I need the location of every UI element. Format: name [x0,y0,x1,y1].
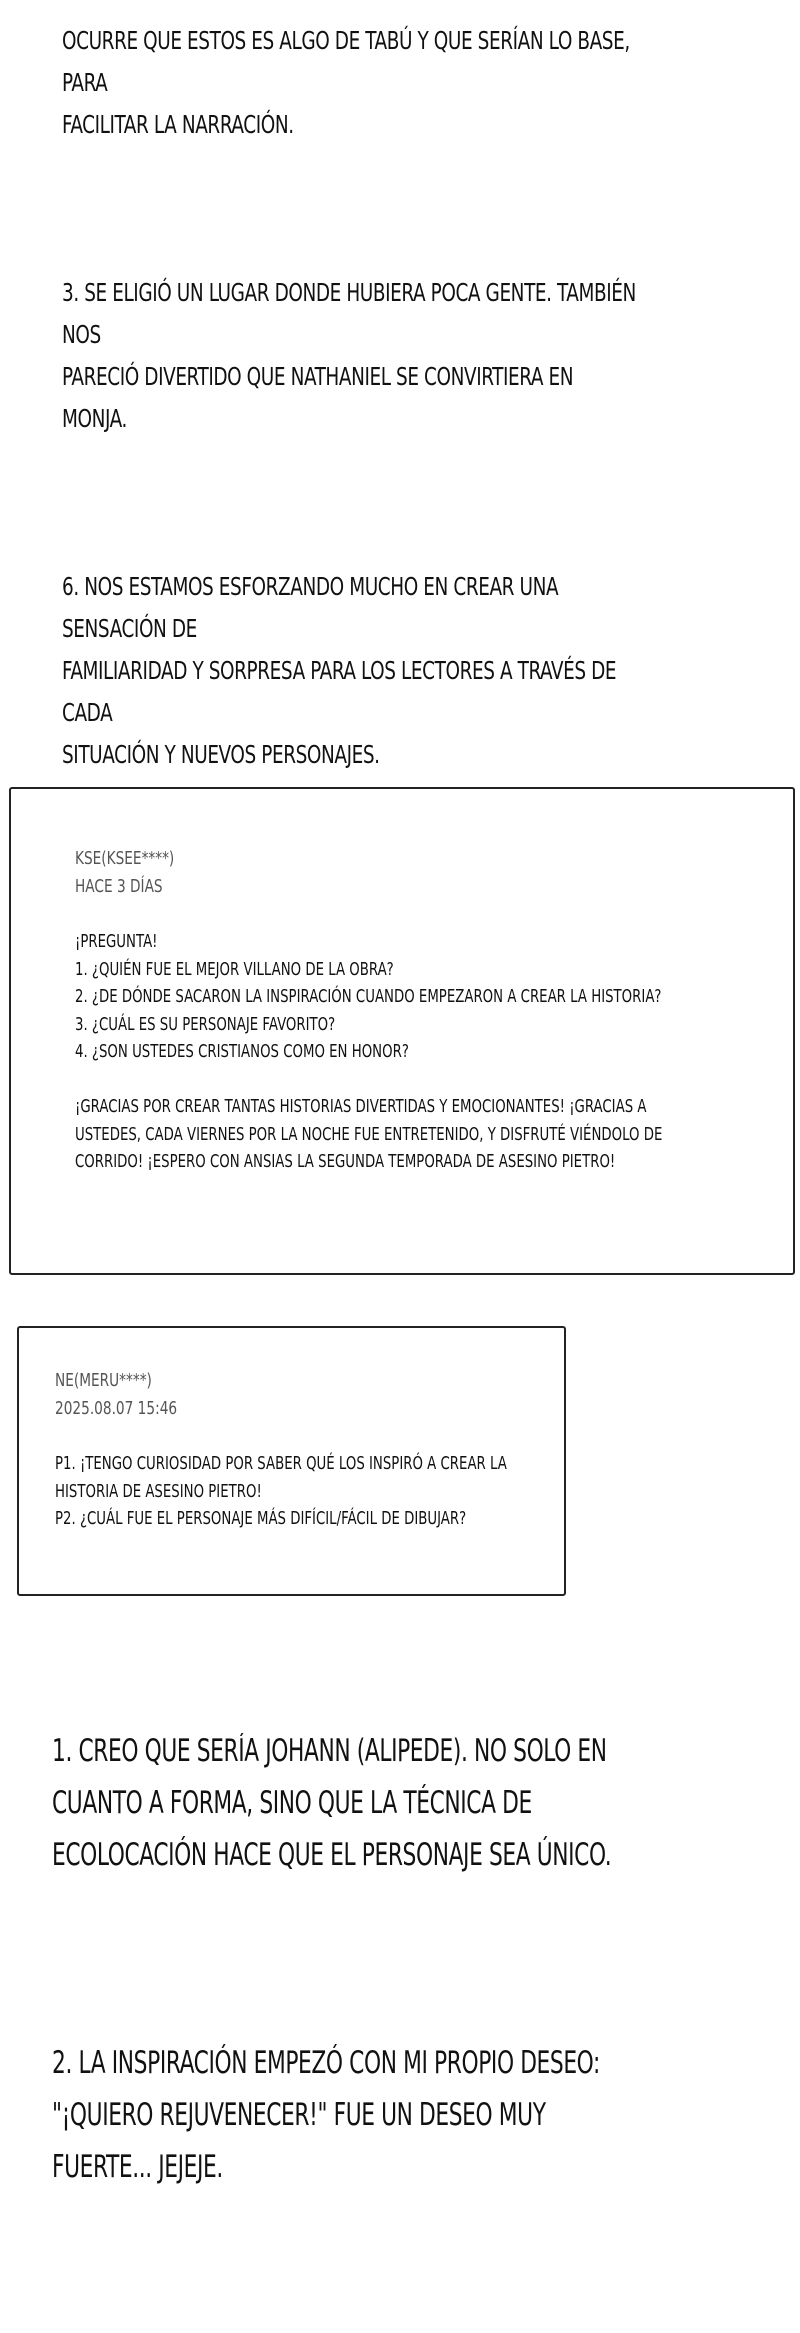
comment-content [75,845,729,1177]
comment-timestamp: 2025.08.07 15:46 [55,1398,178,1419]
comment-username: NE(MERU****) [55,1370,152,1391]
top-answer-text [62,0,636,818]
cut-off-answer-line: OCURRE QUE ESTOS ES ALGO DE TABÚ Y QUE SERÍAN LO BASE, PARA [62,26,630,97]
comment-body: P1. ¡TENGO CURIOSIDAD POR SABER QUÉ LOS INSPIRÓ A CREAR LA HISTORIA DE ASESINO PIETRO! P2. ¿CUÁL FUE EL PERSONAJE MÁS DIFÍCIL/FÁCIL DE DIBUJAR? [55,1454,507,1529]
answer-6: 6. NOS ESTAMOS ESFORZANDO MUCHO EN CREAR UNA SENSACIÓN DE FAMILIARIDAD Y SORPRESA PARA LOS LECTORES A TRAVÉS DE CADA SITUACIÓN Y NUEVOS PERSONAJES. [62,572,617,769]
comment-timestamp: HACE 3 DÍAS [75,876,163,897]
comment-username: KSE(KSEE****) [75,848,175,869]
bottom-answer-text [52,1673,738,2245]
comment-body: ¡PREGUNTA! 1. ¿QUIÉN FUE EL MEJOR VILLANO DE LA OBRA? 2. ¿DE DÓNDE SACARON LA INSPIRACIÓN CUANDO EMPEZARON A CREAR LA HISTORIA? 3. ¿CUÁL ES SU PERSONAJE FAVORITO? 4. ¿SON USTEDES CRISTIANOS COMO EN HONOR? ¡GRACIAS POR CREAR TANTAS HISTORIAS DIVERTIDAS Y EMOCIONANTES! ¡GRACIAS A USTEDES, CADA VIERNES POR LA NOCHE FUE ENTRETENIDO, Y DISFRUTÉ VIÉNDOLO DE CORRIDO! ¡ESPERO CON ANSIAS LA SEGUNDA TEMPORADA DE ASESINO PIETRO! [75,932,663,1172]
answer-end-line: FACILITAR LA NARRACIÓN. [62,110,294,139]
answer-2: 2. LA INSPIRACIÓN EMPEZÓ CON MI PROPIO DESEO: "¡QUIERO REJUVENECER!" FUE UN DESEO MUY FUERTE... JEJEJE. [52,2045,600,2185]
comment-content [55,1367,526,1534]
comment-card [9,787,795,1275]
answer-3: 3. SE ELIGIÓ UN LUGAR DONDE HUBIERA POCA GENTE. TAMBIÉN NOS PARECIÓ DIVERTIDO QUE NATHANIEL SE CONVIRTIERA EN MONJA. [62,278,636,433]
comment-card [17,1326,566,1596]
answer-1: 1. CREO QUE SERÍA JOHANN (ALIPEDE). NO SOLO EN CUANTO A FORMA, SINO QUE LA TÉCNICA DE ECOLOCACIÓN HACE QUE EL PERSONAJE SEA ÚNICO. [52,1733,612,1873]
